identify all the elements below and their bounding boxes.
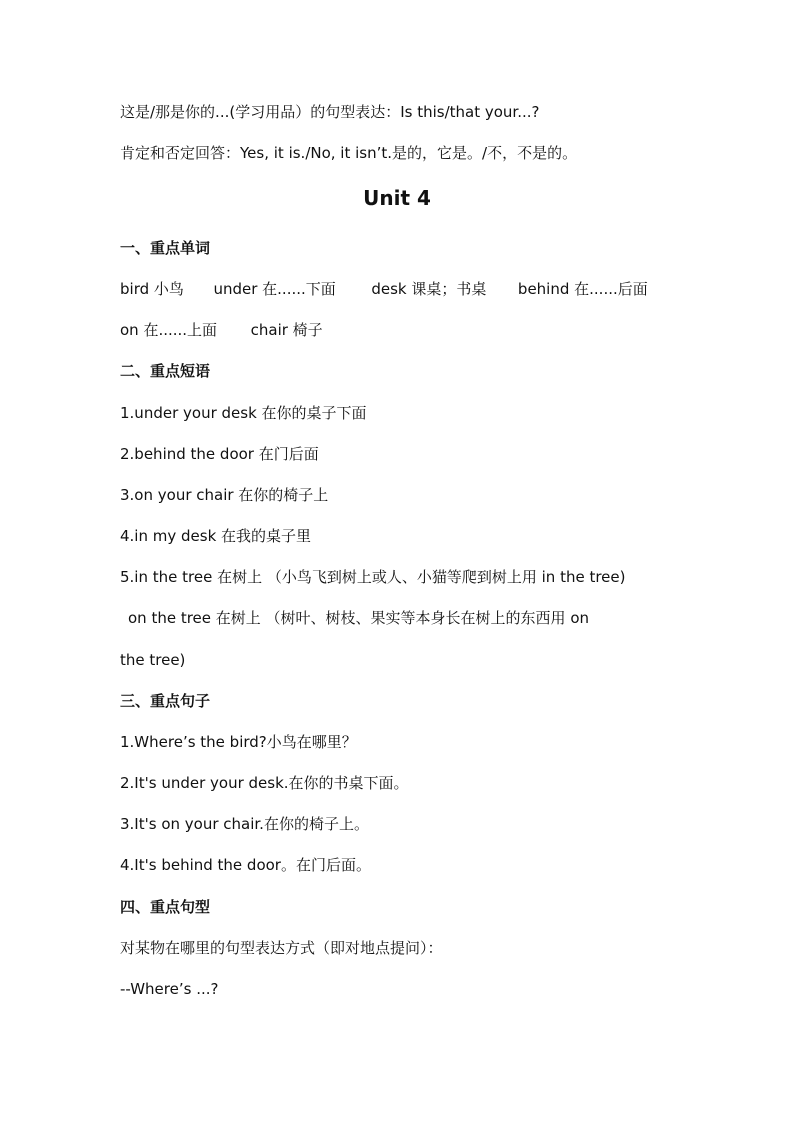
intro-line-2: 肯定和否定回答：Yes, it is./No, it isn’t.是的，它是。/不，不是的。 xyxy=(120,144,578,162)
sentence-item-4: 4.It's behind the door。在门后面。 xyxy=(120,856,371,874)
phrase-item-3: 3.on your chair 在你的椅子上 xyxy=(120,486,329,504)
phrase-item-4: 4.in my desk 在我的桌子里 xyxy=(120,527,312,545)
sentence-item-1: 1.Where’s the bird?小鸟在哪里？ xyxy=(120,733,357,751)
sentence-item-3: 3.It's on your chair.在你的椅子上。 xyxy=(120,815,369,833)
section2-heading: 二、重点短语 xyxy=(120,362,211,380)
phrase-item-5: 5.in the tree 在树上 （小鸟飞到树上或人、小猫等爬到树上用 in the tree) xyxy=(120,568,626,586)
phrase-item-5-continued-2: the tree) xyxy=(120,651,186,669)
section3-heading: 三、重点句子 xyxy=(120,692,211,710)
word-chair: chair 椅子 xyxy=(250,321,323,339)
unit-title: Unit 4 xyxy=(363,186,431,210)
sentence-item-2: 2.It's under your desk.在你的书桌下面。 xyxy=(120,774,409,792)
word-bird: bird 小鸟 xyxy=(120,280,184,298)
word-on: on 在......上面 xyxy=(120,321,218,339)
intro-line-1: 这是/那是你的...(学习用品）的句型表达：Is this/that your...? xyxy=(120,103,540,121)
word-desk: desk 课桌；书桌 xyxy=(371,280,487,298)
phrase-item-5-continued: on the tree 在树上 （树叶、树枝、果实等本身长在树上的东西用 on xyxy=(128,609,590,627)
section4-heading: 四、重点句型 xyxy=(120,898,211,916)
phrase-item-1: 1.under your desk 在你的桌子下面 xyxy=(120,404,367,422)
words-row-1 xyxy=(120,279,648,299)
word-behind: behind 在......后面 xyxy=(517,280,648,298)
word-under: under 在......下面 xyxy=(213,280,336,298)
pattern-line-1: 对某物在哪里的句型表达方式（即对地点提问）： xyxy=(120,939,443,957)
phrase-item-2: 2.behind the door 在门后面 xyxy=(120,445,319,463)
pattern-line-2: --Where’s ...? xyxy=(120,980,219,998)
words-row-2 xyxy=(120,320,323,340)
section1-heading: 一、重点单词 xyxy=(120,239,211,257)
